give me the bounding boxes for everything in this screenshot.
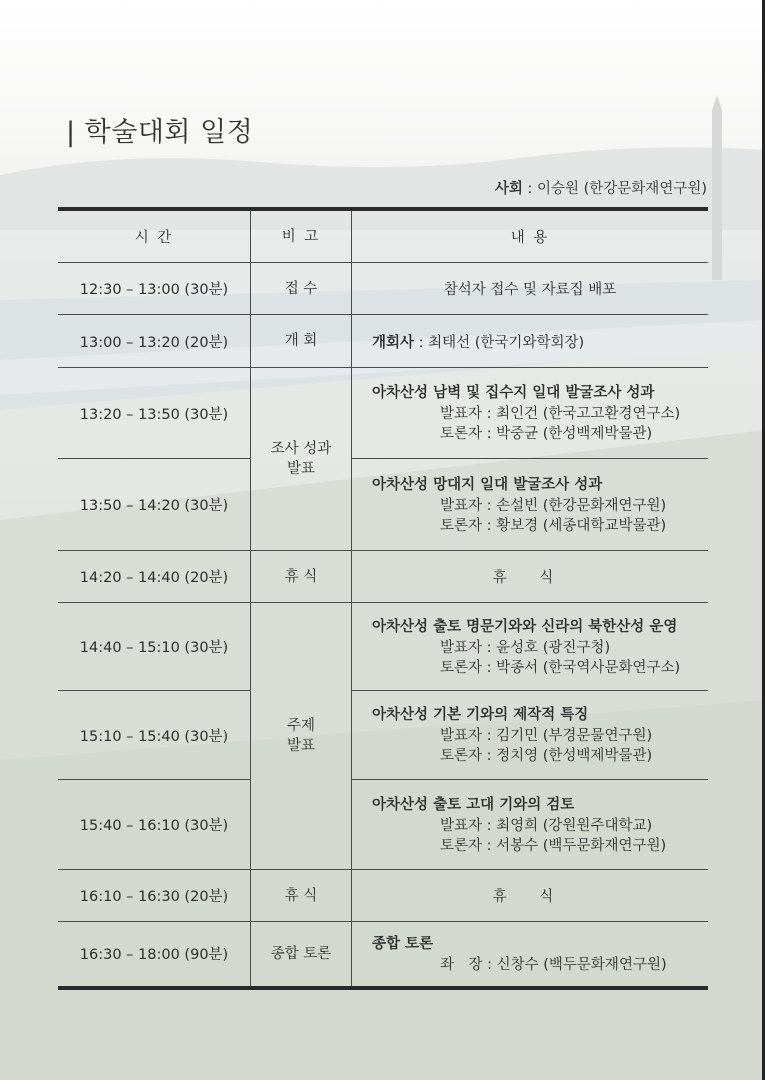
time-cell: 16:30 – 18:00 (90분) xyxy=(58,922,251,988)
content-cell xyxy=(352,603,709,691)
discussion-title: 종합 토론 xyxy=(372,935,434,952)
presentation-title: 아차산성 출토 명문기와와 신라의 북한산성 운영 xyxy=(372,618,678,635)
time-cell: 16:10 – 16:30 (20분) xyxy=(58,870,251,922)
presenter: 발표자 : 손설빈 (한강문화재연구원) xyxy=(440,497,667,514)
table-row xyxy=(58,315,708,368)
note-cell: 휴 식 xyxy=(251,551,352,603)
note-cell-survey-presentation xyxy=(251,368,352,551)
content-cell xyxy=(352,551,709,603)
note-text: 주제 발표 xyxy=(286,718,315,754)
presentation-title: 아차산성 망대지 일대 발굴조사 성과 xyxy=(372,476,603,493)
page-title: | 학술대회 일정 xyxy=(66,117,254,148)
header-content: 내 용 xyxy=(352,209,709,263)
discussant: 토론자 : 박중균 (한성백제박물관) xyxy=(440,426,653,442)
note-cell: 휴 식 xyxy=(251,870,352,922)
discussant: 토론자 : 박종서 (한국역사문화연구소) xyxy=(440,659,681,676)
break-text: 휴 식 xyxy=(492,889,568,905)
table-row xyxy=(58,459,708,551)
table-row xyxy=(58,551,708,603)
content-cell xyxy=(352,459,709,551)
table-row xyxy=(58,691,708,780)
content-cell xyxy=(352,780,709,870)
presenter: 발표자 : 김기민 (부경문물연구원) xyxy=(440,728,653,744)
note-cell: 개 회 xyxy=(251,315,352,368)
content-cell xyxy=(352,870,709,922)
presentation-title: 아차산성 남벽 및 집수지 일대 발굴조사 성과 xyxy=(372,385,655,401)
discussant: 토론자 : 황보경 (세종대학교박물관) xyxy=(440,517,667,534)
presenter: 발표자 : 최영희 (강원원주대학교) xyxy=(440,817,653,834)
note-cell: 접 수 xyxy=(251,263,352,315)
content-cell xyxy=(352,691,709,780)
content-cell xyxy=(352,315,709,368)
table-header-row xyxy=(58,209,708,263)
time-cell: 15:10 – 15:40 (30분) xyxy=(58,691,251,780)
table-row xyxy=(58,922,708,988)
header-time: 시 간 xyxy=(58,209,251,263)
time-cell: 15:40 – 16:10 (30분) xyxy=(58,780,251,870)
note-text: 조사 성과 발표 xyxy=(270,441,332,477)
master-of-ceremonies xyxy=(495,177,707,198)
mc-value: : 이승원 (한강문화재연구원) xyxy=(522,181,707,197)
table-row xyxy=(58,603,708,691)
header-note: 비 고 xyxy=(251,209,352,263)
presenter: 발표자 : 최인건 (한국고고환경연구소) xyxy=(440,406,681,422)
content-cell xyxy=(352,368,709,459)
presenter: 발표자 : 윤성호 (광진구청) xyxy=(440,639,611,656)
table-row xyxy=(58,780,708,870)
time-cell: 12:30 – 13:00 (30분) xyxy=(58,263,251,315)
table-row xyxy=(58,870,708,922)
table-row xyxy=(58,368,708,459)
presentation-title: 아차산성 기본 기와의 제작적 특징 xyxy=(372,707,589,723)
schedule-table xyxy=(58,207,708,990)
time-cell: 14:40 – 15:10 (30분) xyxy=(58,603,251,691)
break-text: 휴 식 xyxy=(492,570,568,586)
table-row xyxy=(58,263,708,315)
note-cell-topic-presentation xyxy=(251,603,352,870)
time-cell: 13:50 – 14:20 (30분) xyxy=(58,459,251,551)
presentation-title: 아차산성 출토 고대 기와의 검토 xyxy=(372,796,575,813)
note-cell: 종합 토론 xyxy=(251,922,352,988)
discussant: 토론자 : 서봉수 (백두문화재연구원) xyxy=(440,837,667,854)
content-cell: 참석자 접수 및 자료집 배포 xyxy=(352,263,709,315)
time-cell: 14:20 – 14:40 (20분) xyxy=(58,551,251,603)
time-cell: 13:00 – 13:20 (20분) xyxy=(58,315,251,368)
chair: 좌 장 : 신창수 (백두문화재연구원) xyxy=(440,956,667,973)
time-cell: 13:20 – 13:50 (30분) xyxy=(58,368,251,459)
opening-value: : 최태선 (한국기와학회장) xyxy=(414,334,585,351)
mc-label: 사회 xyxy=(494,181,523,197)
opening-label: 개회사 xyxy=(372,334,415,351)
content-cell xyxy=(352,922,709,988)
discussant: 토론자 : 정치영 (한성백제박물관) xyxy=(440,748,653,764)
